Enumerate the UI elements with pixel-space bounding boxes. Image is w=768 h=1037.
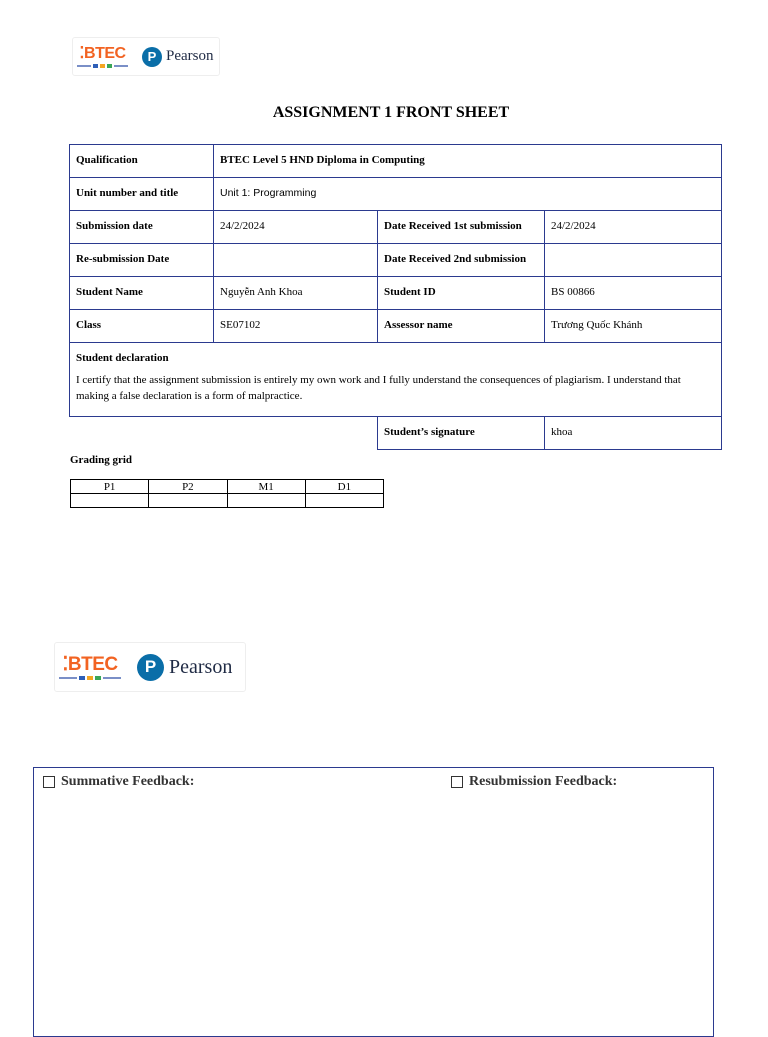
summative-checkbox-icon[interactable] xyxy=(43,776,55,788)
declaration-label: Student declaration xyxy=(76,352,169,364)
pearson-logo-text: Pearson xyxy=(169,655,233,678)
btec-tagline-icon xyxy=(77,64,128,68)
resubmission-date-label: Re-submission Date xyxy=(70,244,214,277)
student-id-value: BS 00866 xyxy=(545,277,722,310)
page-title: ASSIGNMENT 1 FRONT SHEET xyxy=(272,104,510,121)
unit-label: Unit number and title xyxy=(70,178,214,211)
header-logo xyxy=(72,37,220,76)
table-row xyxy=(70,178,722,211)
summative-feedback xyxy=(43,774,194,790)
table-row xyxy=(70,211,722,244)
pearson-logo-text: Pearson xyxy=(166,48,214,64)
signature-label: Student’s signature xyxy=(378,417,545,450)
feedback-box xyxy=(33,767,714,1037)
grade-header-p1: P1 xyxy=(71,480,149,494)
grade-header-m1: M1 xyxy=(227,480,305,494)
table-row xyxy=(70,310,722,343)
grade-header-d1: D1 xyxy=(305,480,383,494)
received-2nd-label: Date Received 2nd submission xyxy=(378,244,545,277)
grading-grid-title: Grading grid xyxy=(70,454,133,466)
declaration-text: I certify that the assignment submission is entirely my own work and I fully understand the consequences of plagiarism. I understand that making a false declaration is a form of malpractice. xyxy=(76,374,681,402)
grading-header-row xyxy=(71,480,384,494)
class-value: SE07102 xyxy=(214,310,378,343)
table-row xyxy=(70,145,722,178)
resubmission-date-value xyxy=(214,244,378,277)
front-sheet-table xyxy=(69,144,722,450)
submission-date-value: 24/2/2024 xyxy=(214,211,378,244)
pearson-icon: P xyxy=(142,47,162,67)
student-name-value: Nguyễn Anh Khoa xyxy=(214,277,378,310)
student-declaration xyxy=(70,343,722,417)
received-1st-value: 24/2/2024 xyxy=(545,211,722,244)
class-label: Class xyxy=(70,310,214,343)
btec-logo: ⁚BTEC xyxy=(77,46,128,68)
btec-logo: ⁚BTEC xyxy=(59,655,121,680)
grade-value-p2 xyxy=(149,494,227,508)
student-name-label: Student Name xyxy=(70,277,214,310)
empty-cell xyxy=(70,417,378,450)
resubmission-feedback xyxy=(451,774,617,790)
table-row xyxy=(70,417,722,450)
grading-value-row xyxy=(71,494,384,508)
qualification-label: Qualification xyxy=(70,145,214,178)
grading-grid xyxy=(70,479,384,508)
btec-logo-text: BTEC xyxy=(84,44,126,62)
btec-tagline-icon xyxy=(59,676,121,680)
table-row xyxy=(70,277,722,310)
received-2nd-value xyxy=(545,244,722,277)
resubmission-feedback-label: Resubmission Feedback: xyxy=(469,774,618,789)
table-row xyxy=(70,244,722,277)
grade-value-m1 xyxy=(227,494,305,508)
unit-value: Unit 1: Programming xyxy=(214,178,722,211)
assessor-label: Assessor name xyxy=(378,310,545,343)
resubmission-checkbox-icon[interactable] xyxy=(451,776,463,788)
btec-logo-text: BTEC xyxy=(67,653,118,675)
assessor-value: Trương Quốc Khánh xyxy=(545,310,722,343)
pearson-icon: P xyxy=(137,654,164,681)
qualification-value: BTEC Level 5 HND Diploma in Computing xyxy=(214,145,722,178)
grade-value-p1 xyxy=(71,494,149,508)
summative-feedback-label: Summative Feedback: xyxy=(61,774,195,789)
table-row xyxy=(70,343,722,417)
received-1st-label: Date Received 1st submission xyxy=(378,211,545,244)
signature-value: khoa xyxy=(545,417,722,450)
grade-header-p2: P2 xyxy=(149,480,227,494)
submission-date-label: Submission date xyxy=(70,211,214,244)
student-id-label: Student ID xyxy=(378,277,545,310)
grade-value-d1 xyxy=(305,494,383,508)
second-logo xyxy=(54,642,246,692)
